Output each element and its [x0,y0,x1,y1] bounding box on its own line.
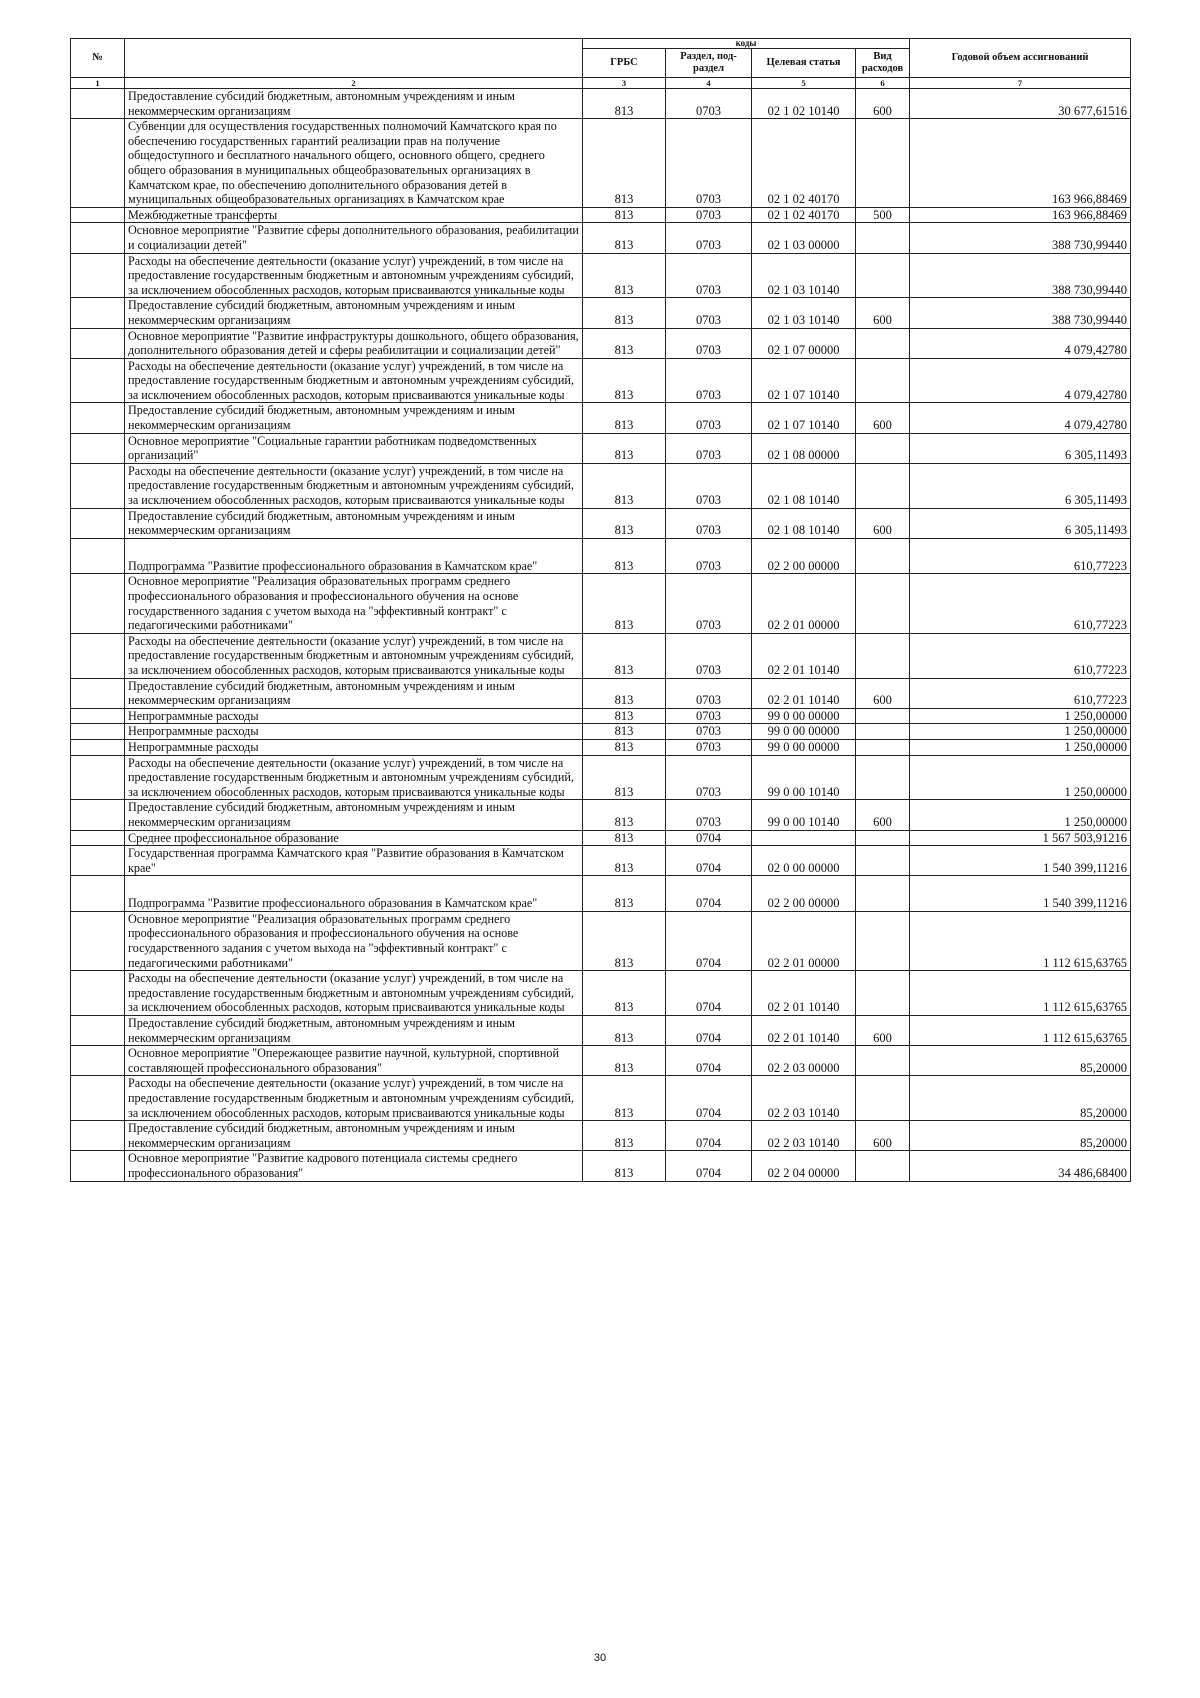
row-section-cell: 0703 [666,508,752,538]
table-row [71,89,1131,119]
row-grbs-cell: 813 [583,463,666,508]
row-amount-cell: 610,77223 [910,633,1131,678]
row-target-cell: 02 2 03 10140 [752,1121,856,1151]
row-amount-cell: 4 079,42780 [910,403,1131,433]
index-cell: 7 [910,78,1131,89]
table-row [71,755,1131,800]
table-row [71,253,1131,298]
row-kind-cell [856,633,910,678]
row-grbs-cell: 813 [583,971,666,1016]
row-grbs-cell: 813 [583,633,666,678]
row-kind-cell: 600 [856,89,910,119]
row-grbs-cell: 813 [583,358,666,403]
table-row [71,1046,1131,1076]
row-amount-cell: 610,77223 [910,678,1131,708]
row-number-cell [71,253,125,298]
row-name-cell: Расходы на обеспечение деятельности (оказание услуг) учреждений, в том числе на предоставление государственным бюджетным и автономным учреждениям субсидий, за исключением обособленных расходов, которым присваиваются уникальные коды [125,358,583,403]
row-section-cell: 0703 [666,574,752,633]
row-section-cell: 0704 [666,1016,752,1046]
row-grbs-cell: 813 [583,1121,666,1151]
row-target-cell: 02 1 03 10140 [752,253,856,298]
row-amount-cell: 85,20000 [910,1046,1131,1076]
table-row [71,463,1131,508]
row-number-cell [71,1016,125,1046]
row-target-cell: 02 2 04 00000 [752,1151,856,1181]
row-amount-cell: 388 730,99440 [910,223,1131,253]
row-kind-cell: 600 [856,800,910,830]
row-target-cell: 02 2 01 10140 [752,1016,856,1046]
header-row-top [71,39,1131,49]
row-name-cell: Предоставление субсидий бюджетным, автономным учреждениям и иным некоммерческим организациям [125,298,583,328]
row-name-cell: Непрограммные расходы [125,724,583,740]
row-target-cell: 02 2 00 00000 [752,876,856,912]
row-kind-cell [856,755,910,800]
row-section-cell: 0704 [666,1121,752,1151]
row-target-cell: 02 1 08 10140 [752,463,856,508]
table-row [71,574,1131,633]
row-section-cell: 0703 [666,708,752,724]
row-amount-cell: 1 540 399,11216 [910,846,1131,876]
row-section-cell: 0703 [666,89,752,119]
row-name-cell: Основное мероприятие "Реализация образовательных программ среднего профессионального образования и профессионального обучения на основе государственного задания с учетом выхода на "эффективный контракт" с педагогическими работниками" [125,911,583,970]
index-cell: 2 [125,78,583,89]
header-amount: Годовой объем ассигнований [910,39,1131,78]
row-grbs-cell: 813 [583,724,666,740]
row-grbs-cell: 813 [583,328,666,358]
header-section: Раздел, под-раздел [666,49,752,78]
row-amount-cell: 4 079,42780 [910,328,1131,358]
row-amount-cell: 1 250,00000 [910,755,1131,800]
row-grbs-cell: 813 [583,207,666,223]
row-target-cell: 99 0 00 10140 [752,755,856,800]
table-row [71,724,1131,740]
row-kind-cell [856,971,910,1016]
row-kind-cell [856,911,910,970]
row-name-cell: Межбюджетные трансферты [125,207,583,223]
table-row [71,846,1131,876]
row-name-cell: Среднее профессиональное образование [125,830,583,846]
row-grbs-cell: 813 [583,223,666,253]
row-number-cell [71,1046,125,1076]
row-section-cell: 0703 [666,223,752,253]
row-name-cell: Предоставление субсидий бюджетным, автономным учреждениям и иным некоммерческим организациям [125,89,583,119]
row-target-cell [752,830,856,846]
row-name-cell: Подпрограмма "Развитие профессионального образования в Камчатском крае" [125,876,583,912]
row-section-cell: 0703 [666,403,752,433]
row-number-cell [71,328,125,358]
row-name-cell: Основное мероприятие "Развитие сферы дополнительного образования, реабилитации и социализации детей" [125,223,583,253]
row-section-cell: 0704 [666,911,752,970]
table-row [71,739,1131,755]
row-grbs-cell: 813 [583,678,666,708]
index-cell: 4 [666,78,752,89]
row-target-cell: 02 1 03 00000 [752,223,856,253]
row-kind-cell [856,328,910,358]
table-row [71,508,1131,538]
row-target-cell: 02 2 01 00000 [752,574,856,633]
row-amount-cell: 163 966,88469 [910,207,1131,223]
row-amount-cell: 1 250,00000 [910,724,1131,740]
row-kind-cell [856,538,910,574]
table-row [71,328,1131,358]
row-amount-cell: 1 112 615,63765 [910,971,1131,1016]
row-amount-cell: 388 730,99440 [910,298,1131,328]
row-name-cell: Расходы на обеспечение деятельности (оказание услуг) учреждений, в том числе на предоставление государственным бюджетным и автономным учреждениям субсидий, за исключением обособленных расходов, которым присваиваются уникальные коды [125,633,583,678]
row-number-cell [71,755,125,800]
table-row [71,298,1131,328]
row-target-cell: 02 2 01 10140 [752,678,856,708]
row-amount-cell: 34 486,68400 [910,1151,1131,1181]
row-number-cell [71,1121,125,1151]
row-target-cell: 99 0 00 00000 [752,724,856,740]
row-number-cell [71,678,125,708]
row-name-cell: Предоставление субсидий бюджетным, автономным учреждениям и иным некоммерческим организациям [125,678,583,708]
row-number-cell [71,830,125,846]
header-no: № [71,39,125,78]
header-name [125,39,583,78]
table-row [71,433,1131,463]
row-kind-cell [856,1076,910,1121]
row-section-cell: 0704 [666,971,752,1016]
row-kind-cell [856,433,910,463]
row-number-cell [71,876,125,912]
row-number-cell [71,433,125,463]
row-amount-cell: 6 305,11493 [910,463,1131,508]
row-section-cell: 0704 [666,1046,752,1076]
row-name-cell: Непрограммные расходы [125,708,583,724]
row-name-cell: Основное мероприятие "Социальные гарантии работникам подведомственных организаций" [125,433,583,463]
row-grbs-cell: 813 [583,1151,666,1181]
row-kind-cell [856,708,910,724]
row-section-cell: 0703 [666,633,752,678]
row-name-cell: Расходы на обеспечение деятельности (оказание услуг) учреждений, в том числе на предоставление государственным бюджетным и автономным учреждениям субсидий, за исключением обособленных расходов, которым присваиваются уникальные коды [125,253,583,298]
row-section-cell: 0703 [666,433,752,463]
row-number-cell [71,971,125,1016]
row-target-cell: 02 2 01 00000 [752,911,856,970]
row-number-cell [71,298,125,328]
row-number-cell [71,508,125,538]
table-row [71,633,1131,678]
row-grbs-cell: 813 [583,830,666,846]
row-target-cell: 02 1 02 40170 [752,119,856,208]
row-target-cell: 02 2 01 10140 [752,971,856,1016]
row-amount-cell: 85,20000 [910,1076,1131,1121]
row-kind-cell [856,119,910,208]
row-grbs-cell: 813 [583,403,666,433]
table-row [71,800,1131,830]
row-kind-cell: 600 [856,298,910,328]
row-amount-cell: 6 305,11493 [910,508,1131,538]
row-target-cell: 02 1 07 00000 [752,328,856,358]
table-row [71,678,1131,708]
row-name-cell: Подпрограмма "Развитие профессионального образования в Камчатском крае" [125,538,583,574]
row-grbs-cell: 813 [583,1046,666,1076]
row-grbs-cell: 813 [583,1076,666,1121]
row-number-cell [71,119,125,208]
row-name-cell: Основное мероприятие "Опережающее развитие научной, культурной, спортивной составляющей профессионального образования" [125,1046,583,1076]
table-row [71,971,1131,1016]
table-row [71,876,1131,912]
row-name-cell: Предоставление субсидий бюджетным, автономным учреждениям и иным некоммерческим организациям [125,1016,583,1046]
row-grbs-cell: 813 [583,755,666,800]
row-section-cell: 0703 [666,207,752,223]
row-target-cell: 02 1 08 10140 [752,508,856,538]
row-number-cell [71,846,125,876]
table-row [71,223,1131,253]
row-kind-cell [856,830,910,846]
row-amount-cell: 610,77223 [910,574,1131,633]
row-amount-cell: 1 250,00000 [910,800,1131,830]
row-target-cell: 02 1 02 10140 [752,89,856,119]
row-kind-cell [856,846,910,876]
row-target-cell: 02 1 03 10140 [752,298,856,328]
row-kind-cell [856,876,910,912]
row-section-cell: 0704 [666,1076,752,1121]
row-name-cell: Предоставление субсидий бюджетным, автономным учреждениям и иным некоммерческим организациям [125,508,583,538]
row-section-cell: 0704 [666,830,752,846]
row-number-cell [71,739,125,755]
row-grbs-cell: 813 [583,1016,666,1046]
row-number-cell [71,911,125,970]
header-grbs: ГРБС [583,49,666,78]
row-amount-cell: 30 677,61516 [910,89,1131,119]
index-cell: 1 [71,78,125,89]
row-name-cell: Основное мероприятие "Реализация образовательных программ среднего профессионального образования и профессионального обучения на основе государственного задания с учетом выхода на "эффективный контракт" с педагогическими работниками" [125,574,583,633]
row-amount-cell: 610,77223 [910,538,1131,574]
row-name-cell: Предоставление субсидий бюджетным, автономным учреждениям и иным некоммерческим организациям [125,403,583,433]
row-section-cell: 0703 [666,739,752,755]
row-amount-cell: 85,20000 [910,1121,1131,1151]
table-row [71,1121,1131,1151]
header-index-row [71,78,1131,89]
row-kind-cell [856,253,910,298]
row-grbs-cell: 813 [583,876,666,912]
row-kind-cell [856,1151,910,1181]
row-name-cell: Расходы на обеспечение деятельности (оказание услуг) учреждений, в том числе на предоставление государственным бюджетным и автономным учреждениям субсидий, за исключением обособленных расходов, которым присваиваются уникальные коды [125,1076,583,1121]
row-amount-cell: 1 250,00000 [910,708,1131,724]
row-grbs-cell: 813 [583,574,666,633]
row-number-cell [71,207,125,223]
row-kind-cell [856,724,910,740]
row-target-cell: 99 0 00 10140 [752,800,856,830]
row-number-cell [71,633,125,678]
row-number-cell [71,89,125,119]
row-number-cell [71,724,125,740]
row-target-cell: 02 1 07 10140 [752,358,856,403]
row-target-cell: 02 2 03 00000 [752,1046,856,1076]
row-target-cell: 02 2 00 00000 [752,538,856,574]
header-target: Целевая статья [752,49,856,78]
row-number-cell [71,403,125,433]
row-amount-cell: 1 540 399,11216 [910,876,1131,912]
table-row [71,207,1131,223]
row-grbs-cell: 813 [583,253,666,298]
row-name-cell: Основное мероприятие "Развитие кадрового потенциала системы среднего профессионального образования" [125,1151,583,1181]
row-grbs-cell: 813 [583,508,666,538]
row-target-cell: 99 0 00 00000 [752,739,856,755]
row-grbs-cell: 813 [583,911,666,970]
row-amount-cell: 4 079,42780 [910,358,1131,403]
row-amount-cell: 6 305,11493 [910,433,1131,463]
index-cell: 6 [856,78,910,89]
row-number-cell [71,708,125,724]
row-amount-cell: 1 567 503,91216 [910,830,1131,846]
row-kind-cell: 600 [856,403,910,433]
table-row [71,119,1131,208]
row-section-cell: 0703 [666,328,752,358]
index-cell: 3 [583,78,666,89]
table-row [71,1076,1131,1121]
row-kind-cell [856,358,910,403]
table-row [71,708,1131,724]
row-grbs-cell: 813 [583,89,666,119]
row-name-cell: Предоставление субсидий бюджетным, автономным учреждениям и иным некоммерческим организациям [125,1121,583,1151]
row-grbs-cell: 813 [583,708,666,724]
row-section-cell: 0703 [666,253,752,298]
row-kind-cell [856,223,910,253]
row-section-cell: 0704 [666,876,752,912]
row-kind-cell [856,1046,910,1076]
row-grbs-cell: 813 [583,739,666,755]
row-name-cell: Государственная программа Камчатского края "Развитие образования в Камчатском крае" [125,846,583,876]
row-target-cell: 02 1 02 40170 [752,207,856,223]
row-number-cell [71,574,125,633]
header-codes: коды [583,39,910,49]
table-row [71,358,1131,403]
row-section-cell: 0703 [666,800,752,830]
row-grbs-cell: 813 [583,119,666,208]
row-target-cell: 99 0 00 00000 [752,708,856,724]
table-row [71,911,1131,970]
row-section-cell: 0703 [666,463,752,508]
row-kind-cell: 600 [856,508,910,538]
row-grbs-cell: 813 [583,433,666,463]
row-number-cell [71,358,125,403]
row-section-cell: 0703 [666,724,752,740]
row-number-cell [71,538,125,574]
header-kind: Вид расходов [856,49,910,78]
table-row [71,403,1131,433]
row-amount-cell: 1 112 615,63765 [910,911,1131,970]
row-number-cell [71,800,125,830]
row-name-cell: Основное мероприятие "Развитие инфраструктуры дошкольного, общего образования, дополнительного образования детей и сферы реабилитации и социализации детей" [125,328,583,358]
table-body [71,89,1131,1182]
row-target-cell: 02 0 00 00000 [752,846,856,876]
table-row [71,538,1131,574]
row-name-cell: Расходы на обеспечение деятельности (оказание услуг) учреждений, в том числе на предоставление государственным бюджетным и автономным учреждениям субсидий, за исключением обособленных расходов, которым присваиваются уникальные коды [125,971,583,1016]
row-kind-cell [856,463,910,508]
row-grbs-cell: 813 [583,298,666,328]
row-section-cell: 0703 [666,678,752,708]
row-name-cell: Субвенции для осуществления государственных полномочий Камчатского края по обеспечению государственных гарантий реализации прав на получение общедоступного и бесплатного начального общего, основного общего, среднего общего образования в муниципальных общеобразовательных организациях в Камчатском крае, по обеспечению дополнительного образования детей в муниципальных общеобразовательных организациях в Камчатском крае [125,119,583,208]
row-target-cell: 02 2 01 10140 [752,633,856,678]
row-kind-cell: 600 [856,678,910,708]
row-section-cell: 0703 [666,538,752,574]
row-amount-cell: 1 250,00000 [910,739,1131,755]
row-section-cell: 0703 [666,119,752,208]
row-section-cell: 0704 [666,1151,752,1181]
row-amount-cell: 1 112 615,63765 [910,1016,1131,1046]
row-kind-cell: 600 [856,1016,910,1046]
row-grbs-cell: 813 [583,538,666,574]
row-number-cell [71,1151,125,1181]
row-target-cell: 02 1 07 10140 [752,403,856,433]
table-row [71,1151,1131,1181]
index-cell: 5 [752,78,856,89]
row-kind-cell [856,739,910,755]
budget-table [70,38,1131,1182]
row-grbs-cell: 813 [583,800,666,830]
row-name-cell: Непрограммные расходы [125,739,583,755]
row-section-cell: 0704 [666,846,752,876]
row-name-cell: Расходы на обеспечение деятельности (оказание услуг) учреждений, в том числе на предоставление государственным бюджетным и автономным учреждениям субсидий, за исключением обособленных расходов, которым присваиваются уникальные коды [125,755,583,800]
row-target-cell: 02 2 03 10140 [752,1076,856,1121]
row-kind-cell: 600 [856,1121,910,1151]
row-number-cell [71,1076,125,1121]
row-grbs-cell: 813 [583,846,666,876]
row-section-cell: 0703 [666,358,752,403]
table-row [71,1016,1131,1046]
row-section-cell: 0703 [666,298,752,328]
row-number-cell [71,223,125,253]
row-name-cell: Расходы на обеспечение деятельности (оказание услуг) учреждений, в том числе на предоставление государственным бюджетным и автономным учреждениям субсидий, за исключением обособленных расходов, которым присваиваются уникальные коды [125,463,583,508]
row-amount-cell: 163 966,88469 [910,119,1131,208]
row-number-cell [71,463,125,508]
row-target-cell: 02 1 08 00000 [752,433,856,463]
table-row [71,830,1131,846]
row-name-cell: Предоставление субсидий бюджетным, автономным учреждениям и иным некоммерческим организациям [125,800,583,830]
row-kind-cell [856,574,910,633]
row-section-cell: 0703 [666,755,752,800]
row-amount-cell: 388 730,99440 [910,253,1131,298]
row-kind-cell: 500 [856,207,910,223]
page-number: 30 [593,1652,607,1664]
